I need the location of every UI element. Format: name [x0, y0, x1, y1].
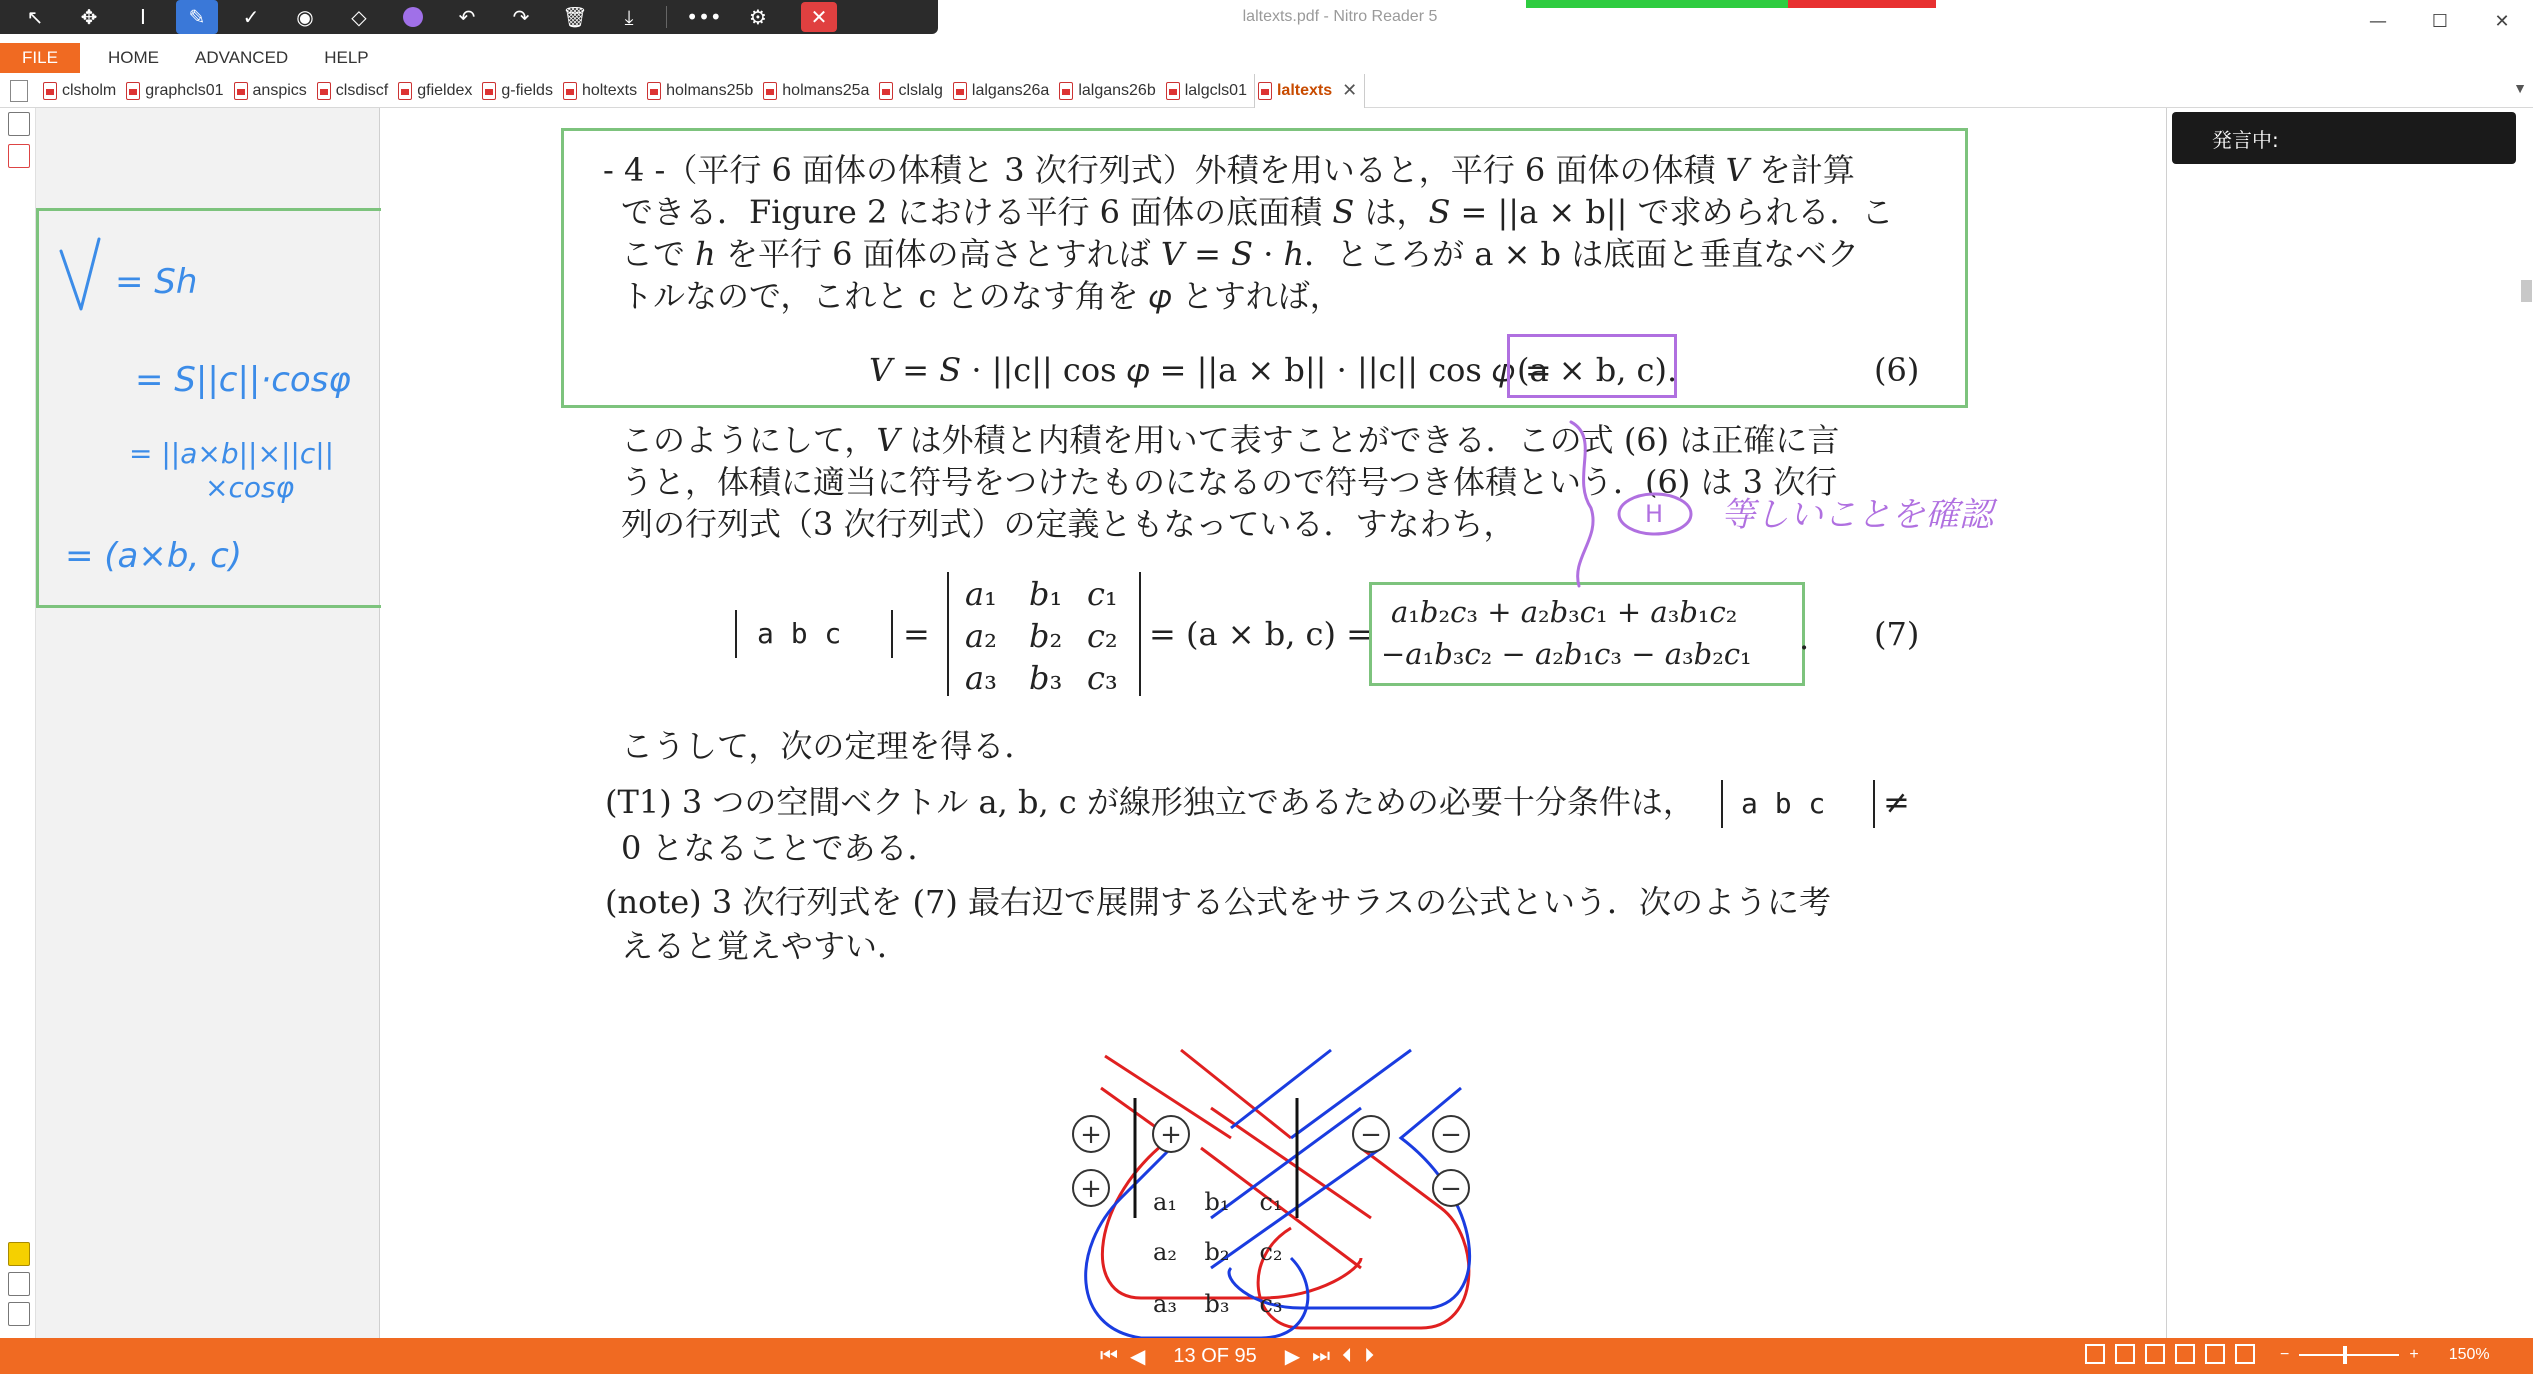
attachments-icon[interactable]: [8, 1272, 30, 1296]
minus-label: −: [1440, 1174, 1462, 1204]
theorem-t1-line2: 0 となることである．: [621, 829, 940, 867]
equals-sign: =: [903, 615, 930, 653]
text-cursor-icon[interactable]: I: [140, 5, 146, 29]
menu-bar: [0, 42, 2533, 74]
diagram-a1: a₁: [1153, 1188, 1177, 1216]
menu-help[interactable]: HELP: [324, 48, 369, 67]
note-line-2: = S||c||·cosφ: [135, 360, 351, 400]
tab-holtexts[interactable]: [560, 74, 644, 108]
note-line2: えると覚えやすい．: [621, 927, 910, 965]
plus-label: +: [1160, 1120, 1182, 1150]
comments-icon[interactable]: [8, 1242, 30, 1266]
matrix-a1: 𝑎₁: [965, 575, 997, 613]
toolbar-divider: [666, 6, 667, 28]
handwritten-notes: [39, 211, 435, 605]
pdf-icon: [43, 82, 57, 100]
pen-toolbar: [0, 0, 938, 34]
sarrus-blue-line: [1291, 1050, 1411, 1138]
tab-g-fields[interactable]: [479, 74, 560, 108]
fit-width-icon[interactable]: [2205, 1344, 2225, 1364]
det-bar-right: [891, 610, 893, 658]
tab-clslalg[interactable]: [876, 74, 949, 108]
zoom-in-button[interactable]: +: [2409, 1346, 2419, 1363]
handwritten-note-text: 等しいことを確認: [1721, 495, 1993, 535]
handwritten-note-box: [36, 208, 438, 608]
diagram-c3: c₃: [1259, 1290, 1283, 1318]
theorem-t1-line1: (T1) 3 つの空間ベクトル a, b, c が線形独立であるための必要十分条件は，: [605, 783, 1695, 821]
note-line-5: = (a×b, c): [65, 536, 243, 576]
pdf-icon: [482, 82, 496, 100]
left-annotation-panel: [36, 108, 380, 1338]
right-panel: [2168, 108, 2520, 1338]
note-line-4: ×cosφ: [205, 471, 295, 504]
equation-7-mid: = (a × b, c) =: [1149, 615, 1373, 653]
equation-6-boxed: (a × b, c).: [1517, 351, 1678, 389]
speaking-indicator: 発言中:: [2172, 112, 2516, 164]
file-menu[interactable]: FILE: [0, 43, 80, 73]
tab-label: gfieldex: [417, 81, 473, 99]
tab-holmans25b[interactable]: [644, 74, 760, 108]
det-bar-left: [735, 610, 737, 658]
tab-label: lalgans26b: [1078, 81, 1156, 99]
paragraph-line: こで ℎ を平行 6 面体の高さとすれば 𝑉 = 𝑆 · ℎ．ところが a × b は底面と垂直なベク: [621, 235, 1860, 273]
matrix-c3: 𝑐₃: [1087, 659, 1118, 697]
tab-label: g-fields: [501, 81, 553, 99]
pdf-icon: [763, 82, 777, 100]
equation-6-left: 𝑉 = 𝑆 · ||c|| cos 𝜑 = ||a × b|| · ||c|| cos 𝜑 =: [869, 351, 1552, 389]
note-line-1: = Sh: [115, 262, 198, 302]
tab-label: clsholm: [62, 81, 117, 99]
zoom-out-button[interactable]: −: [2280, 1346, 2290, 1363]
last-page-icon[interactable]: ⏭: [1312, 1344, 1331, 1367]
tab-label: laltexts: [1276, 81, 1333, 99]
tab-label: clsdiscf: [335, 81, 389, 99]
pointer-icon[interactable]: ↖: [26, 5, 44, 29]
paragraph-line: トルなので，これと c とのなす角を 𝜑 とすれば，: [621, 277, 1342, 315]
equation-7-det-row: a b c: [757, 617, 842, 650]
equation-7-rhs-line1: 𝑎₁𝑏₂𝑐₃ + 𝑎₂𝑏₃𝑐₁ + 𝑎₃𝑏₁𝑐₂: [1391, 595, 1738, 629]
scrollbar-thumb[interactable]: [2521, 280, 2532, 302]
maximize-button[interactable]: ☐: [2431, 10, 2449, 32]
close-toolbar-icon[interactable]: ✕: [801, 2, 837, 32]
tab-label: graphcls01: [145, 81, 224, 99]
pdf-icon: [398, 82, 412, 100]
document-list-icon[interactable]: [10, 80, 28, 102]
plus-label: +: [1080, 1120, 1102, 1150]
pdf-icon: [126, 82, 140, 100]
more-icon[interactable]: •••: [686, 5, 722, 29]
first-page-icon[interactable]: ⏮: [1100, 1344, 1118, 1367]
forward-view-icon[interactable]: ⏵: [1364, 1344, 1375, 1367]
undo-icon[interactable]: ↶: [458, 5, 476, 29]
matrix-bar-left: [947, 572, 949, 696]
menu-home[interactable]: HOME: [108, 48, 159, 67]
diagram-a2: a₂: [1153, 1238, 1177, 1266]
bookmarks-icon[interactable]: [8, 144, 30, 168]
call-indicator-red: [1788, 0, 1936, 8]
color-picker-icon[interactable]: [386, 0, 440, 34]
redo-icon[interactable]: ↷: [512, 5, 530, 29]
facing-continuous-view-icon[interactable]: [2175, 1344, 2195, 1364]
pdf-icon: [1166, 82, 1180, 100]
single-page-view-icon[interactable]: [2085, 1344, 2105, 1364]
trash-icon[interactable]: 🗑: [562, 5, 588, 29]
matrix-b1: 𝑏₁: [1029, 575, 1063, 613]
tab-lalgans26a[interactable]: [950, 74, 1056, 108]
sarrus-red-loop: [1101, 1088, 1361, 1298]
stamp-icon[interactable]: ◉: [296, 5, 314, 29]
tab-label: holtexts: [581, 81, 638, 99]
menu-advanced[interactable]: ADVANCED: [195, 48, 289, 67]
diagram-c1: c₁: [1259, 1188, 1283, 1216]
tab-label: lalgcls01: [1184, 81, 1247, 99]
paragraph-line: こうして，次の定理を得る．: [621, 727, 1037, 765]
zoom-control: [2280, 1346, 2490, 1364]
paragraph-line: 列の行列式（3 次行列式）の定義ともなっている．すなわち，: [621, 505, 1516, 543]
continuous-view-icon[interactable]: [2115, 1344, 2135, 1364]
pdf-icon: [647, 82, 661, 100]
matrix-b2: 𝑏₂: [1029, 617, 1063, 655]
matrix-c1: 𝑐₁: [1087, 575, 1118, 613]
tab-list-dropdown-icon[interactable]: ▼: [2513, 80, 2527, 96]
page-indicator[interactable]: 13 OF 95: [1173, 1344, 1257, 1367]
window-title: laltexts.pdf - Nitro Reader 5: [1242, 8, 1438, 25]
back-view-icon[interactable]: ⏴: [1342, 1344, 1353, 1367]
move-icon[interactable]: ✥: [80, 5, 98, 29]
det-bar-left: [1721, 780, 1723, 828]
matrix-c2: 𝑐₂: [1087, 617, 1118, 655]
equation-6-number: (6): [1874, 351, 1920, 389]
minus-label: −: [1440, 1120, 1462, 1150]
equation-7-rhs-line2: −𝑎₁𝑏₃𝑐₂ − 𝑎₂𝑏₁𝑐₃ − 𝑎₃𝑏₂𝑐₁: [1381, 637, 1752, 671]
period: .: [1799, 619, 1810, 657]
tab-lalgans26b[interactable]: [1056, 74, 1162, 108]
diagram-a3: a₃: [1153, 1290, 1177, 1318]
zoom-slider-knob[interactable]: [2343, 1346, 2347, 1364]
check-icon[interactable]: ✓: [242, 5, 260, 29]
theorem-t1-det: a b c: [1741, 787, 1826, 820]
pdf-icon: [563, 82, 577, 100]
diagram-c2: c₂: [1259, 1238, 1283, 1266]
sarrus-diagram: [1061, 998, 1521, 1338]
tab-label: lalgans26a: [971, 81, 1050, 99]
tab-clsdiscf[interactable]: [314, 74, 395, 108]
page-navigation: [1100, 1342, 1374, 1370]
minimize-button[interactable]: —: [2369, 10, 2387, 32]
tab-label: clslalg: [898, 81, 943, 99]
next-page-icon[interactable]: ▶: [1284, 1345, 1301, 1368]
matrix-bar-right: [1139, 572, 1141, 696]
minus-label: −: [1360, 1120, 1382, 1150]
pdf-page: [381, 108, 2167, 1338]
tab-gfieldex[interactable]: [395, 74, 479, 108]
matrix-a2: 𝑎₂: [965, 617, 997, 655]
pdf-icon: [1258, 82, 1272, 100]
pages-icon[interactable]: [8, 112, 30, 136]
zoom-level[interactable]: 150%: [2448, 1346, 2490, 1363]
output-icon[interactable]: [8, 1302, 30, 1326]
view-modes: [2085, 1344, 2255, 1364]
paragraph-line: できる．Figure 2 における平行 6 面体の底面積 𝑆 は，𝑆 = ||a × b|| で求められる．こ: [621, 193, 1894, 231]
status-bar: [0, 1338, 2533, 1374]
plus-label: +: [1080, 1174, 1102, 1204]
tab-label: holmans25b: [666, 81, 754, 99]
pdf-icon: [1059, 82, 1073, 100]
matrix-a3: 𝑎₃: [965, 659, 997, 697]
note-line1: (note) 3 次行列式を (7) 最右辺で展開する公式をサラスの公式という．次のように考: [605, 883, 1832, 921]
not-equal-sign: ≠: [1883, 783, 1910, 821]
tab-graphcls01[interactable]: [123, 74, 230, 108]
pdf-icon: [234, 82, 248, 100]
zoom-slider[interactable]: [2299, 1354, 2399, 1356]
diagram-b3: b₃: [1204, 1290, 1230, 1318]
tab-laltexts[interactable]: [1254, 74, 1365, 108]
tab-label: holmans25a: [782, 81, 870, 99]
paragraph-line: うと，体積に適当に符号をつけたものになるので符号つき体積という．(6) は 3 次行: [621, 463, 1838, 501]
full-screen-icon[interactable]: [2235, 1344, 2255, 1364]
tab-holmans25a[interactable]: [760, 74, 876, 108]
equation-7-number: (7): [1874, 615, 1920, 653]
tab-lalgcls01[interactable]: [1163, 74, 1254, 108]
tab-clsholm[interactable]: [40, 74, 123, 108]
vertical-scrollbar[interactable]: [2520, 108, 2533, 1338]
close-tab-icon[interactable]: ✕: [1342, 80, 1358, 100]
download-icon[interactable]: ⤓: [624, 5, 634, 29]
call-indicator-green: [1526, 0, 1788, 8]
tab-anspics[interactable]: [231, 74, 314, 108]
paragraph-line: このようにして，𝑉 は外積と内積を用いて表すことができる．この式 (6) は正確に言: [621, 421, 1840, 459]
tab-label: anspics: [252, 81, 307, 99]
sarrus-blue-line: [1231, 1050, 1331, 1128]
pdf-icon: [879, 82, 893, 100]
user-settings-icon[interactable]: ⚙: [749, 5, 767, 29]
pdf-icon: [953, 82, 967, 100]
pen-icon[interactable]: ✎: [176, 0, 218, 34]
matrix-b3: 𝑏₃: [1029, 659, 1063, 697]
pdf-icon: [317, 82, 331, 100]
document-tabs: [0, 74, 2533, 108]
left-tool-strip: [0, 108, 36, 1338]
facing-view-icon[interactable]: [2145, 1344, 2165, 1364]
eraser-icon[interactable]: ◇: [351, 5, 367, 29]
close-window-button[interactable]: ✕: [2494, 10, 2510, 32]
diagram-b2: b₂: [1204, 1238, 1230, 1266]
diagram-b1: b₁: [1204, 1188, 1230, 1216]
handwritten-annotation: [1561, 418, 2041, 638]
previous-page-icon[interactable]: ◀: [1130, 1345, 1146, 1368]
handwritten-h-label: H: [1645, 500, 1664, 528]
paragraph-line: - 4 -（平行 6 面体の体積と 3 次行列式）外積を用いると，平行 6 面体の体積 𝑉 を計算: [603, 151, 1855, 189]
note-line-3: = ||a×b||×||c||: [129, 437, 335, 470]
det-bar-right: [1873, 780, 1875, 828]
